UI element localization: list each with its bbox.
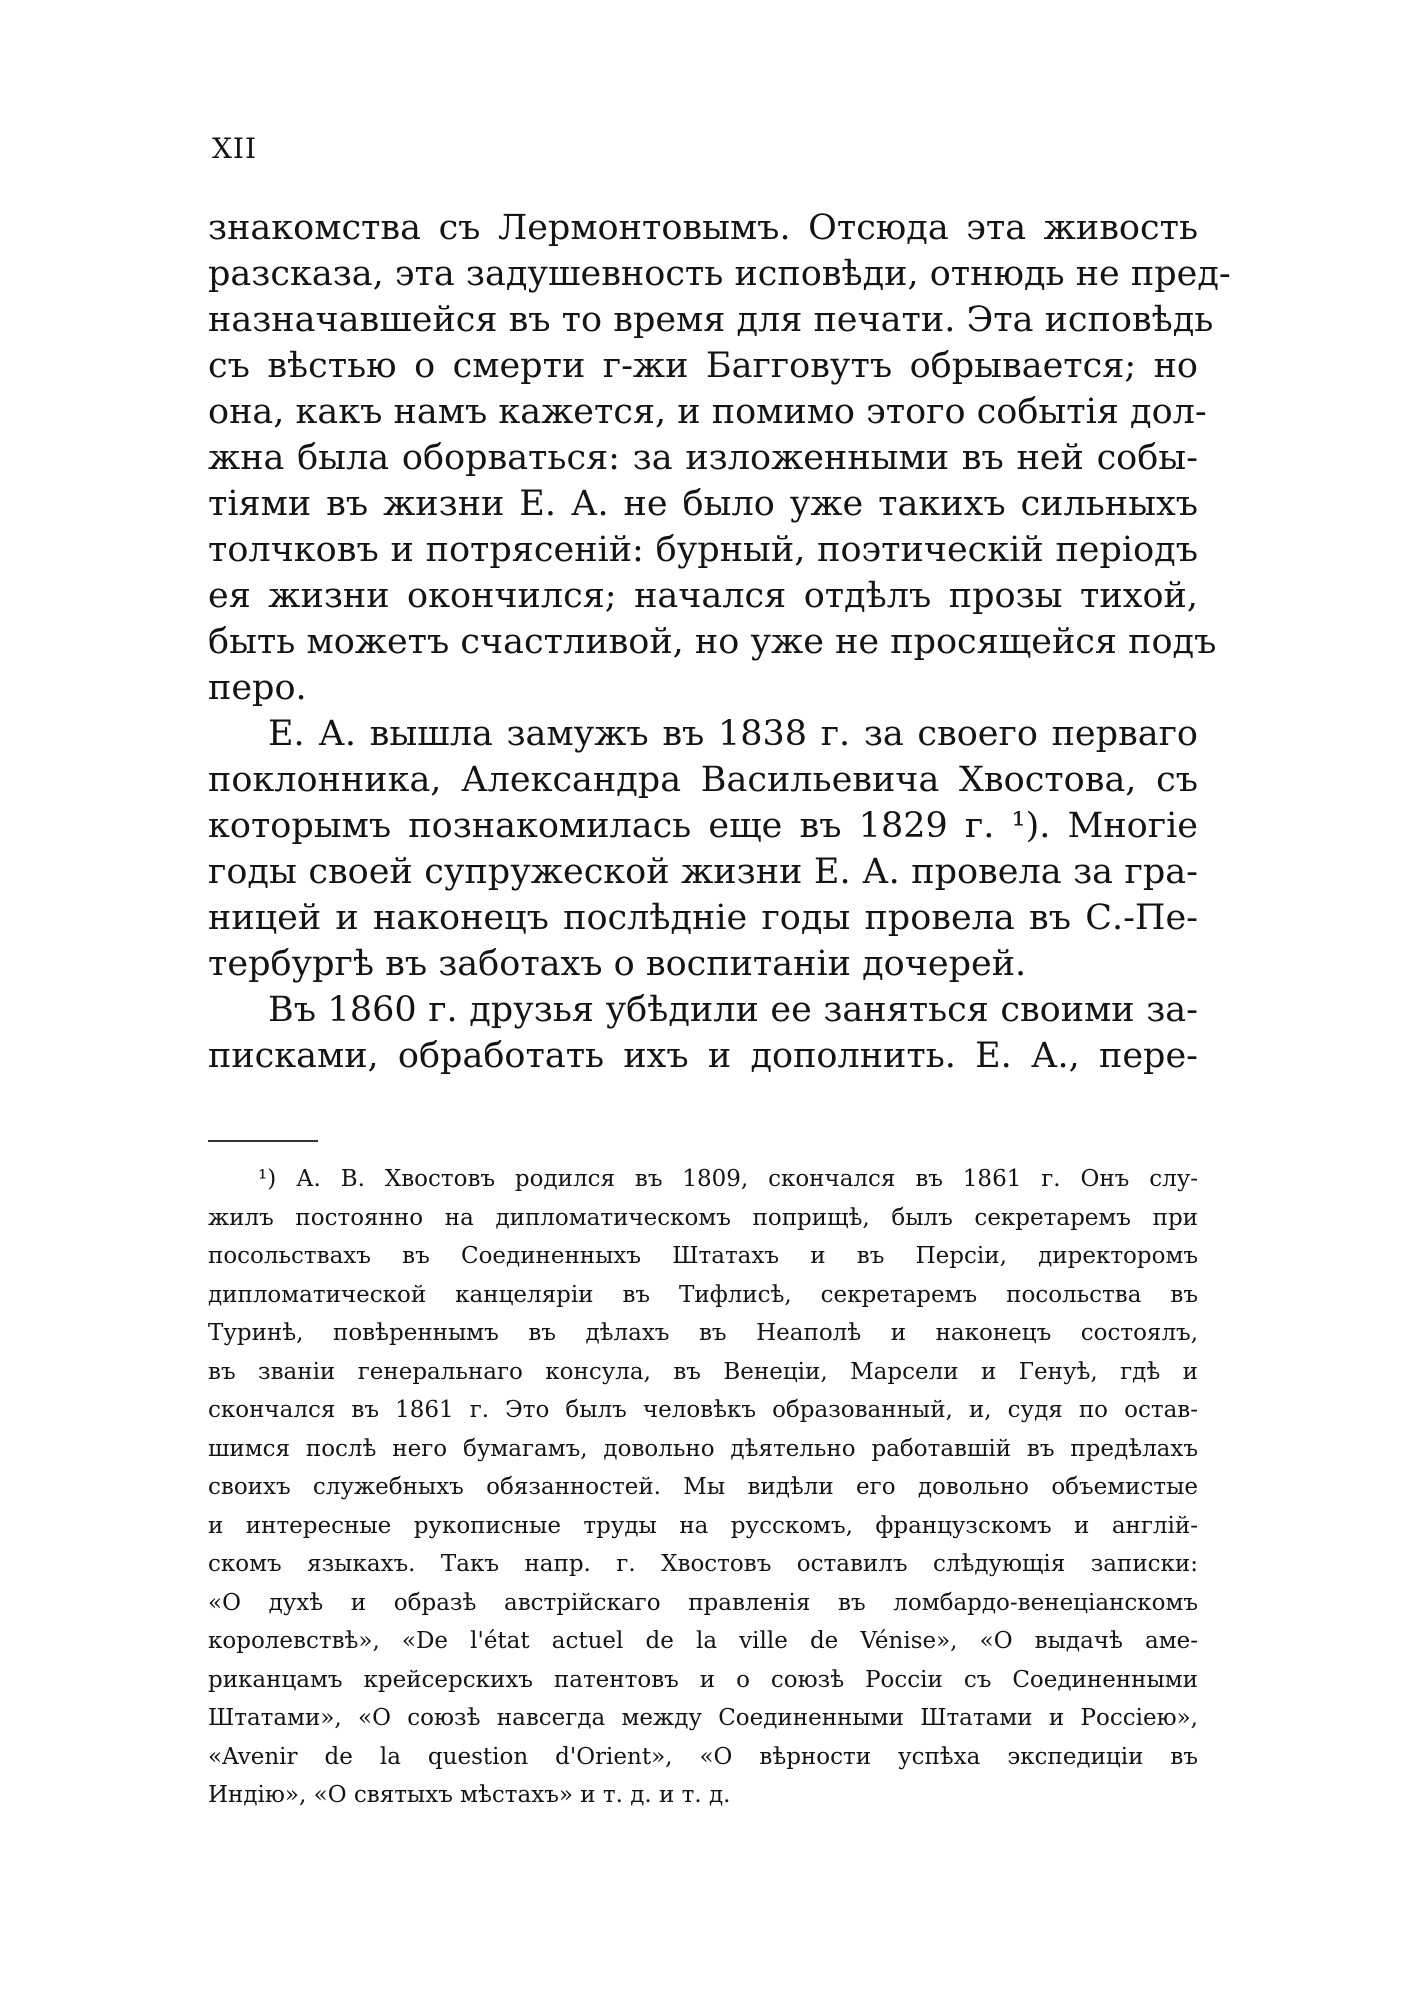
text-line: она, какъ намъ кажется, и помимо этого событія дол- <box>208 392 1207 432</box>
footnote-line: «Avenir de la question d'Orient», «О вѣрности успѣха экспедиціи въ <box>208 1743 1198 1770</box>
footnote-line: ¹) А. В. Хвостовъ родился въ 1809, скончался въ 1861 г. Онъ слу- <box>258 1166 1198 1192</box>
text-line: быть можетъ счастливой, но уже не просящейся подъ <box>208 622 1217 662</box>
footnote-line: посольствахъ въ Соединенныхъ Штатахъ и въ Персіи, директоромъ <box>208 1243 1198 1269</box>
footnote-line: Туринѣ, повѣреннымъ въ дѣлахъ въ Неаполѣ и наконецъ состоялъ, <box>208 1320 1198 1346</box>
footnote-line: дипломатической канцеляріи въ Тифлисѣ, секретаремъ посольства въ <box>208 1281 1198 1308</box>
footnote <box>208 1160 1198 1815</box>
text-line: тербургѣ въ заботахъ о воспитаніи дочерей. <box>208 944 1027 984</box>
footnote-line: королевствѣ», «De l'état actuel de la ville de Vénise», «О выдачѣ аме- <box>208 1628 1198 1654</box>
text-line: Е. А. вышла замужъ въ 1838 г. за своего перваго <box>268 714 1198 754</box>
text-line: назначавшейся въ то время для печати. Эта исповѣдь <box>208 300 1214 340</box>
text-line: которымъ познакомилась еще въ 1829 г. ¹). Многіе <box>208 806 1198 846</box>
main-text <box>208 205 1231 1079</box>
text-line: съ вѣстью о смерти г-жи Багговутъ обрывается; но <box>208 346 1198 386</box>
page-number: XII <box>212 132 258 165</box>
text-line: знакомства съ Лермонтовымъ. Отсюда эта живость <box>208 208 1198 248</box>
footnote-line: скомъ языкахъ. Такъ напр. г. Хвостовъ оставилъ слѣдующія записки: <box>208 1551 1198 1577</box>
text-line: толчковъ и потрясеній: бурный, поэтическій періодъ <box>208 530 1198 570</box>
footnote-line: скончался въ 1861 г. Это былъ человѣкъ образованный, и, судя по остав- <box>208 1397 1198 1423</box>
text-line: годы своей супружеской жизни Е. А. провела за гра- <box>208 852 1198 892</box>
text-line: писками, обработать ихъ и дополнить. Е. А., пере- <box>208 1036 1198 1076</box>
footnote-line: Штатами», «О союзѣ навсегда между Соединенными Штатами и Россіею», <box>208 1705 1198 1731</box>
text-line: перо. <box>208 668 307 708</box>
footnote-line: и интересные рукописные труды на русскомъ, французскомъ и англій- <box>208 1512 1198 1539</box>
footnote-line: шимся послѣ него бумагамъ, довольно дѣятельно работавшій въ предѣлахъ <box>208 1435 1198 1462</box>
text-line: поклонника, Александра Васильевича Хвостова, съ <box>208 760 1198 800</box>
footnote-line: риканцамъ крейсерскихъ патентовъ и о союзѣ Россіи съ Соединенными <box>208 1666 1198 1693</box>
footnote-line: въ званіи генеральнаго консула, въ Венеціи, Марсели и Генуѣ, гдѣ и <box>208 1358 1198 1385</box>
footnote-line: Индію», «О святыхъ мѣстахъ» и т. д. и т. д. <box>208 1782 731 1808</box>
footnote-line: «О духѣ и образѣ австрійскаго правленія въ ломбардо-венеціанскомъ <box>208 1589 1198 1616</box>
text-line: ницей и наконецъ послѣдніе годы провела въ С.-Пе- <box>208 898 1198 938</box>
text-line: ея жизни окончился; начался отдѣлъ прозы тихой, <box>208 576 1198 616</box>
text-line: тіями въ жизни Е. А. не было уже такихъ сильныхъ <box>208 484 1198 524</box>
text-line: Въ 1860 г. друзья убѣдили ее заняться своими за- <box>268 990 1198 1030</box>
footnote-divider <box>208 1140 318 1142</box>
footnote-line: жилъ постоянно на дипломатическомъ поприщѣ, былъ секретаремъ при <box>208 1204 1198 1231</box>
text-line: жна была оборваться: за изложенными въ ней собы- <box>208 438 1198 478</box>
text-line: разсказа, эта задушевность исповѣди, отнюдь не пред- <box>208 254 1231 294</box>
footnote-line: своихъ служебныхъ обязанностей. Мы видѣли его довольно объемистые <box>208 1474 1198 1500</box>
